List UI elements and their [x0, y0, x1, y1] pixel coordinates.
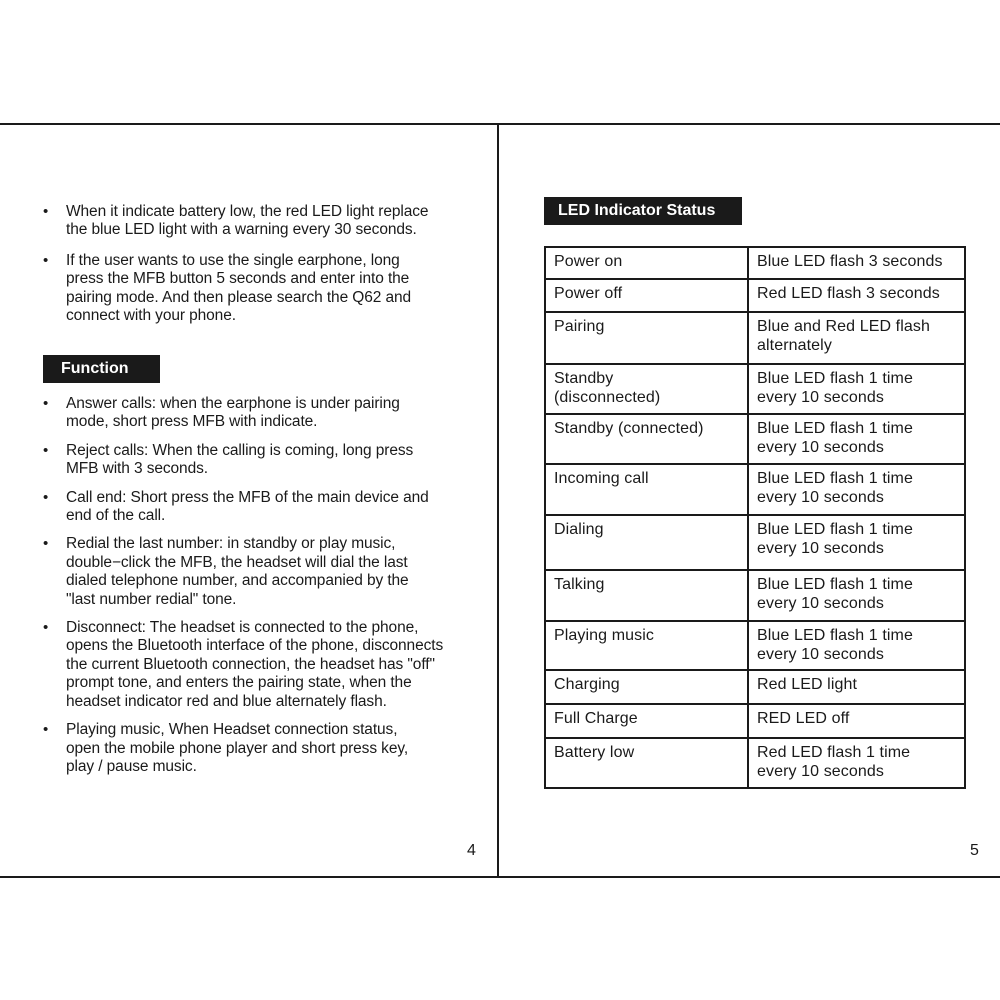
state-cell: Standby (connected) — [545, 414, 748, 464]
state-cell: Dialing — [545, 515, 748, 570]
indicator-cell: Blue and Red LED flash alternately — [748, 312, 965, 364]
table-row — [545, 570, 965, 621]
state-cell: Battery low — [545, 738, 748, 788]
list-item — [43, 442, 488, 479]
state-cell: Pairing — [545, 312, 748, 364]
state-cell: Full Charge — [545, 704, 748, 738]
bullet-icon: • — [43, 488, 49, 506]
state-cell: Standby (disconnected) — [545, 364, 748, 414]
indicator-cell: Blue LED flash 1 time every 10 seconds — [748, 570, 965, 621]
bullet-icon: • — [43, 535, 49, 553]
list-item — [43, 252, 483, 326]
bullet-text: Playing music, When Headset connection status, open the mobile phone player and short press key, play / pause music. — [66, 721, 409, 775]
state-cell: Power off — [545, 279, 748, 312]
indicator-cell: Blue LED flash 1 time every 10 seconds — [748, 515, 965, 570]
table-row — [545, 704, 965, 738]
list-item — [43, 395, 488, 432]
indicator-cell: Blue LED flash 1 time every 10 seconds — [748, 464, 965, 515]
indicator-cell: Blue LED flash 1 time every 10 seconds — [748, 621, 965, 670]
right-page — [499, 125, 1000, 876]
state-cell: Playing music — [545, 621, 748, 670]
function-bullet-list — [43, 395, 488, 786]
indicator-cell: Blue LED flash 3 seconds — [748, 247, 965, 279]
indicator-cell: Red LED flash 3 seconds — [748, 279, 965, 312]
state-cell: Talking — [545, 570, 748, 621]
list-item — [43, 489, 488, 526]
bullet-text: Call end: Short press the MFB of the main device and end of the call. — [66, 488, 429, 525]
table-row — [545, 279, 965, 312]
table-row — [545, 364, 965, 414]
table-row — [545, 621, 965, 670]
bullet-text: Redial the last number: in standby or play music, double−click the MFB, the headset will dial the last dialed telephone number, and accompanied by the "last number redial" tone. — [66, 535, 409, 608]
list-item — [43, 203, 483, 240]
list-item — [43, 619, 488, 711]
left-page — [0, 125, 497, 876]
bullet-icon: • — [43, 251, 49, 269]
table-row — [545, 464, 965, 515]
page-number-left: 4 — [467, 842, 476, 859]
bullet-icon: • — [43, 441, 49, 459]
led-status-table — [544, 246, 966, 789]
bullet-text: Answer calls: when the earphone is under pairing mode, short press MFB with indicate. — [66, 395, 400, 431]
bullet-icon: • — [43, 721, 49, 739]
table-row — [545, 670, 965, 704]
indicator-cell: Red LED flash 1 time every 10 seconds — [748, 738, 965, 788]
indicator-cell: Blue LED flash 1 time every 10 seconds — [748, 414, 965, 464]
function-section-title: Function — [43, 355, 160, 383]
state-cell: Charging — [545, 670, 748, 704]
table-row — [545, 515, 965, 570]
indicator-cell: Blue LED flash 1 time every 10 seconds — [748, 364, 965, 414]
bullet-text: If the user wants to use the single earphone, long press the MFB button 5 seconds and enter into the pairing mode. And then please search the Q62 and connect with your phone. — [66, 251, 412, 325]
led-section-title: LED Indicator Status — [544, 197, 742, 225]
page-number-right: 5 — [970, 842, 979, 859]
bottom-page-border — [0, 876, 1000, 878]
table-row — [545, 247, 965, 279]
state-cell: Incoming call — [545, 464, 748, 515]
table-row — [545, 738, 965, 788]
bullet-icon: • — [43, 619, 49, 637]
list-item — [43, 721, 488, 776]
indicator-cell: RED LED off — [748, 704, 965, 738]
table-row — [545, 414, 965, 464]
bullet-text: When it indicate battery low, the red LED light replace the blue LED light with a warning every 30 seconds. — [66, 203, 429, 239]
bullet-icon: • — [43, 395, 49, 412]
bullet-text: Disconnect: The headset is connected to the phone, opens the Bluetooth interface of the phone, disconnects the current Bluetooth connection, the headset has "off" prompt tone, and enters the pairing state, when the headset indicator red and blue alternately flash. — [66, 619, 444, 710]
state-cell: Power on — [545, 247, 748, 279]
intro-bullet-list — [43, 203, 483, 337]
bullet-text: Reject calls: When the calling is coming, long press MFB with 3 seconds. — [66, 441, 414, 478]
bullet-icon: • — [43, 203, 49, 220]
indicator-cell: Red LED light — [748, 670, 965, 704]
list-item — [43, 535, 488, 609]
table-row — [545, 312, 965, 364]
